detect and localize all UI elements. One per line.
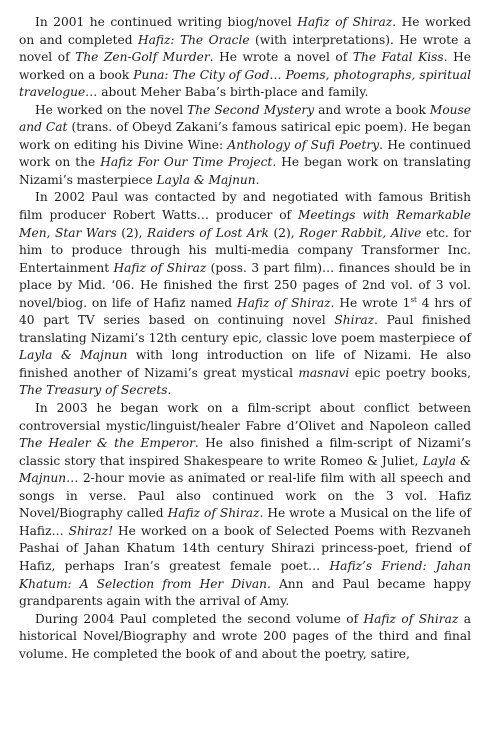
- text-run: 2-hour movie as animated or real-life film with all speech and songs in verse. Paul also continued work on the 3 vol. Hafiz Novel/Biography called: [19, 471, 471, 521]
- text-run: etc. for him to produce through his multi-media company Transformer Inc. Entertainment: [19, 225, 472, 275]
- text-run: . He wrote a Musical on the life of Hafiz…: [19, 506, 471, 538]
- text-run: .: [167, 383, 172, 398]
- italic-title: Hafiz For Our Time Project: [100, 155, 273, 170]
- text-run: During 2004 Paul completed the second volume of: [35, 611, 364, 626]
- text-run: He worked on the novel: [35, 102, 188, 117]
- italic-title: Layla & Majnun: [156, 172, 256, 187]
- italic-title: Hafiz: The Oracle: [137, 32, 250, 47]
- text-run: about Meher Baba’s birth-place and family.: [97, 85, 369, 100]
- text-run: a historical Novel/Biography and wrote 200 pages of the third and final volume. He completed the book of and about the poetry, satire,: [19, 611, 472, 661]
- italic-title: Layla & Majnun…: [19, 453, 471, 486]
- paragraph-2001-continued: [19, 102, 471, 190]
- text-run: . He also finished a film-script of Nizami’s classic story that inspired Shakespeare to write Romeo & Juliet,: [19, 436, 471, 468]
- text-run: He worked on a book of Selected Poems with Rezvaneh Pashai of Jahan Khatum 14th century Shirazi princess-poet, friend of Hafiz, perhaps Iran’s greatest female poet…: [19, 523, 471, 573]
- text-run: .: [255, 172, 260, 187]
- paragraph-2003: [19, 400, 471, 611]
- italic-title: Hafiz’s Friend: Jahan Khatum: A Selection from Her Divan.: [19, 558, 472, 591]
- italic-title: Hafiz of Shiraz: [297, 15, 393, 29]
- text-run: (2),: [268, 225, 300, 240]
- italic-title: Shiraz: [334, 313, 375, 328]
- text-run: epic poetry books,: [349, 365, 471, 380]
- italic-title: The Healer & the Emperor: [19, 436, 195, 451]
- italic-title: Hafiz of Shiraz: [167, 506, 260, 521]
- text-run: . He wrote a novel of: [209, 50, 353, 65]
- paragraph-2004: [19, 611, 471, 664]
- text-run: (with interpretations). He wrote a novel of: [19, 32, 471, 65]
- italic-title: Shiraz!: [68, 523, 114, 538]
- italic-title: Hafiz of Shiraz: [113, 260, 207, 275]
- italic-title: Meetings with Remarkable Men, Star Wars: [19, 208, 472, 240]
- text-run: . He wrote 1: [330, 295, 411, 310]
- text-run: . He began work on translating Nizami’s masterpiece: [19, 155, 472, 187]
- italic-title: Mouse and Cat: [19, 102, 471, 135]
- italic-title: Anthology of Sufi Poetry: [227, 137, 380, 152]
- italic-title: Raiders of Lost Ark: [147, 225, 269, 240]
- text-run: Ann and Paul became happy grandparents again with the arrival of Amy.: [19, 576, 471, 609]
- text-run: st: [410, 295, 417, 304]
- italic-title: Layla & Majnun: [19, 348, 128, 363]
- italic-title: The Second Mystery: [187, 102, 315, 117]
- italic-title: Puna: The City of God… Poems, photographs, spiritual travelogue…: [19, 67, 471, 100]
- text-run: . He worked on a book: [19, 50, 471, 82]
- italic-title: The Fatal Kiss: [352, 50, 444, 65]
- italic-title: Hafiz of Shiraz: [236, 295, 331, 310]
- text-run: (2),: [116, 225, 148, 240]
- text-run: . He worked on and completed: [19, 15, 471, 47]
- text-run: 4 hrs of 40 part TV series based on continuing novel: [19, 295, 472, 328]
- italic-title: The Zen-Golf Murder: [75, 50, 210, 65]
- text-run: and wrote a book: [314, 102, 430, 117]
- italic-title: masnavi: [298, 365, 350, 380]
- italic-title: Hafiz of Shiraz: [363, 611, 459, 626]
- text-run: In 2001 he continued writing biog/novel: [35, 15, 298, 29]
- text-run: . He continued work on the: [19, 137, 472, 170]
- text-run: . Paul finished translating Nizami’s 12th century epic, classic love poem masterpiece of: [19, 313, 471, 345]
- text-run: (poss. 3 part film)… finances should be in place by Mid. ‘06. He finished the first 250 pages of 2nd vol. of 3 vol. novel/biog. on life of Hafiz named: [19, 260, 472, 310]
- italic-title: The Treasury of Secrets: [19, 383, 168, 398]
- paragraph-2002: [19, 189, 471, 400]
- text-run: In 2003 he began work on a film-script about conflict between controversial mystic/linguist/healer Fabre d’Olivet and Napoleon called: [19, 401, 471, 433]
- text-run: In 2002 Paul was contacted by and negotiated with famous British film producer Robert Watts… producer of: [19, 190, 471, 223]
- italic-title: Roger Rabbit, Alive: [299, 225, 422, 240]
- text-run: with long introduction on life of Nizami. He also finished another of Nizami’s great mystical: [19, 348, 472, 380]
- text-run: (trans. of Obeyd Zakani’s famous satirical epic poem). He began work on editing his Divine Wine:: [19, 120, 472, 152]
- paragraph-2001: [19, 14, 471, 102]
